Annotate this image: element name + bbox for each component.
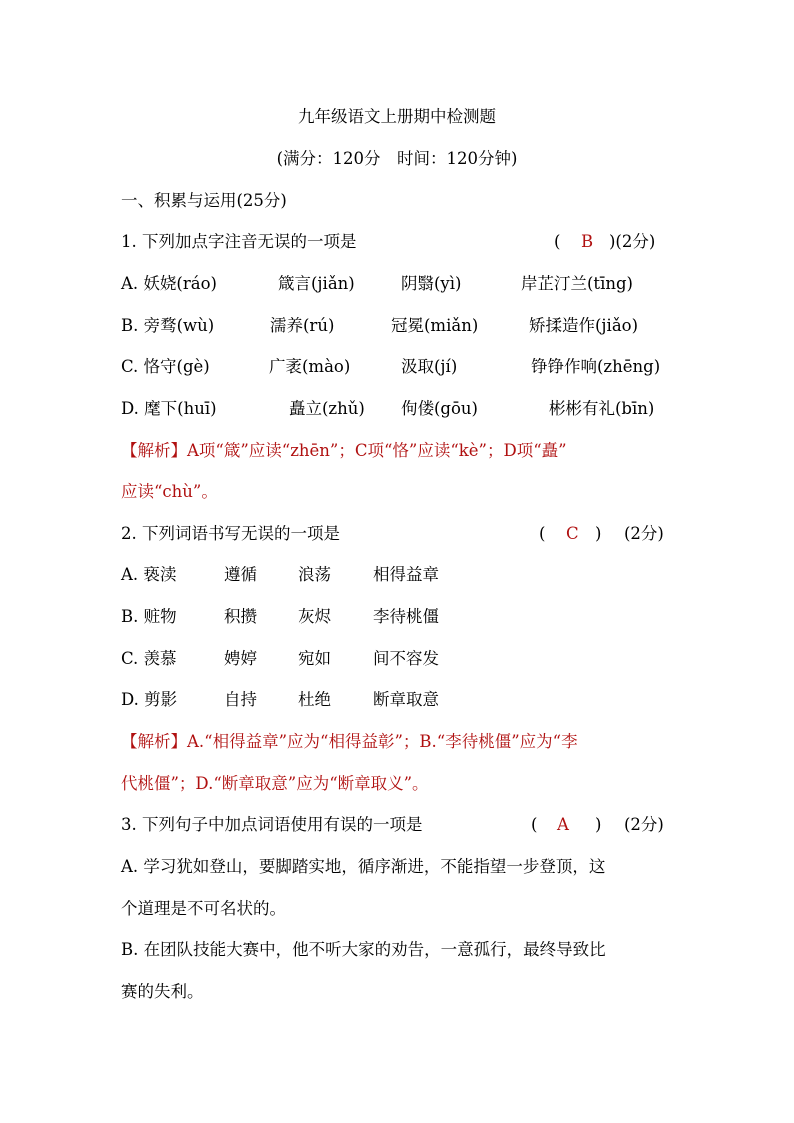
q2-paren-open: ( — [539, 524, 546, 543]
page-title: 九年级语文上册期中检测题 — [298, 107, 496, 126]
q3-option-a-line-1: A. 学习犹如登山，要脚踏实地，循序渐进，不能指望一步登顶，这 — [121, 857, 606, 876]
q2-analysis-line-2: 代桃僵”；D.“断章取意”应为“断章取义”。 — [121, 774, 429, 793]
option-item: 自持 — [224, 690, 257, 709]
q3-score: (2分) — [624, 815, 664, 834]
q1-answer: B — [581, 232, 594, 251]
option-item: 遵循 — [224, 565, 257, 584]
question-1-text: 1. 下列加点字注音无误的一项是 — [121, 232, 357, 251]
q1-analysis-line-1: 【解析】A项“箴”应读“zhēn”；C项“恪”应读“kè”；D项“矗” — [121, 441, 567, 460]
option-item: 矗立(zhǔ) — [289, 399, 365, 418]
question-2-stem — [121, 523, 676, 545]
option-item: 阴翳(yì) — [401, 274, 462, 293]
option-item: 娉婷 — [224, 649, 257, 668]
q3-answer: A — [557, 815, 569, 834]
option-item: 汲取(jí) — [401, 357, 458, 376]
option-item: 断章取意 — [373, 690, 439, 709]
q3-option-b-line-2: 赛的失利。 — [121, 982, 204, 1001]
question-2-text: 2. 下列词语书写无误的一项是 — [121, 524, 340, 543]
question-3-text: 3. 下列句子中加点词语使用有误的一项是 — [121, 815, 423, 834]
option-item: 矫揉造作(jiǎo) — [529, 316, 639, 335]
q2-analysis-line-1: 【解析】A.“相得益章”应为“相得益彰”；B.“李待桃僵”应为“李 — [121, 732, 578, 751]
option-item: 相得益章 — [373, 565, 439, 584]
page-subtitle: (满分：120分 时间：120分钟) — [276, 149, 518, 168]
q1-paren-open: ( — [554, 232, 561, 251]
option-item: 岸芷汀兰(tīng) — [521, 274, 633, 293]
option-item: 李待桃僵 — [373, 607, 439, 626]
option-item: A. 亵渎 — [121, 565, 177, 584]
option-item: D. 剪影 — [121, 690, 178, 709]
q3-option-b-line-1: B. 在团队技能大赛中，他不听大家的劝告，一意孤行，最终导致比 — [121, 940, 606, 959]
option-item: 杜绝 — [298, 690, 331, 709]
option-item: 彬彬有礼(bīn) — [549, 399, 655, 418]
option-item: 浪荡 — [298, 565, 331, 584]
option-item: 冠冕(miǎn) — [391, 316, 479, 335]
option-item: C. 恪守(gè) — [121, 357, 210, 376]
option-item: A. 妖娆(ráo) — [121, 274, 217, 293]
option-item: D. 麾下(huī) — [121, 399, 217, 418]
q3-option-a-line-2: 个道理是不可名状的。 — [121, 899, 286, 918]
q2-score: (2分) — [624, 524, 664, 543]
option-item: 灰烬 — [298, 607, 331, 626]
option-item: 间不容发 — [373, 649, 439, 668]
option-item: 濡养(rú) — [270, 316, 335, 335]
q3-paren-close: ) — [595, 815, 602, 834]
q1-analysis-line-2: 应读“chù”。 — [121, 482, 218, 501]
q2-answer: C — [566, 524, 579, 543]
q1-paren-close: )(2分) — [609, 232, 656, 251]
option-item: 宛如 — [298, 649, 331, 668]
option-item: B. 旁骛(wù) — [121, 316, 215, 335]
option-item: 广袤(mào) — [269, 357, 351, 376]
question-1-stem — [121, 231, 676, 253]
question-3-stem — [121, 814, 676, 836]
option-item: 铮铮作响(zhēng) — [531, 357, 661, 376]
q3-paren-open: ( — [531, 815, 538, 834]
section-heading: 一、积累与运用(25分) — [121, 191, 287, 210]
option-item: 积攒 — [224, 607, 257, 626]
option-item: B. 赃物 — [121, 607, 177, 626]
option-item: 佝偻(gōu) — [401, 399, 478, 418]
q2-paren-close: ) — [595, 524, 602, 543]
option-item: 箴言(jiǎn) — [278, 274, 355, 293]
option-item: C. 羡慕 — [121, 649, 177, 668]
